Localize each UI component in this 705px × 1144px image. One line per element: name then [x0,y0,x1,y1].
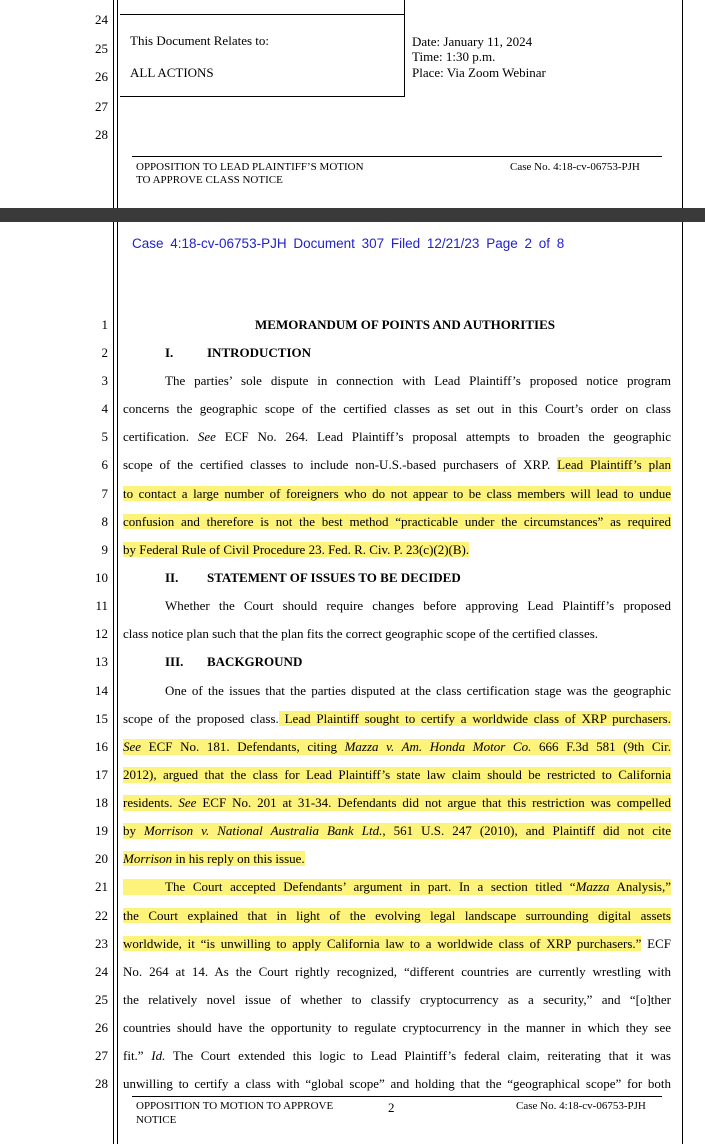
line-number: 25 [95,992,108,1007]
caption-relates-to: This Document Relates to: [130,33,270,48]
section-1-heading: INTRODUCTION [207,345,312,360]
body-line-20 [123,851,671,867]
footer-case-number: Case No. 4:18-cv-06753-PJH [516,1100,646,1112]
line-number: 27 [95,1048,108,1063]
line-number: 18 [95,795,108,810]
highlight: by Federal Rule of Civil Procedure 23. Fed. R. Civ. P. 23(c)(2)(B). [123,542,470,557]
caption-all-actions: ALL ACTIONS [130,65,214,80]
body-line-6: scope of the certified classes to include non-U.S.-based purchasers of XRP. Lead Plaintiff’s plan [123,457,671,472]
line-number: 28 [95,127,108,142]
body-line-18: residents. See ECF No. 201 at 31-34. Defendants did not argue that this restriction was compelled [123,795,671,810]
section-1-number: I. [165,345,174,360]
line-number: 24 [95,12,108,27]
line-number: 23 [95,936,108,951]
body-line-27: fit.” Id. The Court extended this logic to Lead Plaintiff’s federal claim, reiterating that it was [123,1048,671,1063]
line-number: 19 [95,823,108,838]
line-number: 7 [101,486,108,501]
document-page-2 [0,222,705,1144]
highlight: Lead Plaintiff sought to certify a worldwide class of XRP purchasers. [278,711,671,726]
case-citation: Mazza v. Am. Honda Motor Co. [344,739,532,754]
line-number: 25 [95,41,108,56]
case-citation: Morrison v. National Australia Bank Ltd. [144,823,383,838]
line-number: 12 [95,626,108,641]
body-line-9 [123,542,671,558]
section-3-number: III. [165,654,184,669]
body-line-4: concerns the geographic scope of the certified classes as set out in this Court’s order on class [123,401,671,416]
footer-rule [132,156,662,157]
line-number: 5 [101,429,108,444]
line-number: 20 [95,851,108,866]
ecf-header-stamp: Case 4:18-cv-06753-PJH Document 307 Filed 12/21/23 Page 2 of 8 [132,236,565,251]
line-number: 16 [95,739,108,754]
line-number: 21 [95,879,108,894]
body-line-5: certification. See ECF No. 264. Lead Plaintiff’s proposal attempts to broaden the geographic [123,429,671,444]
body-line-16: See ECF No. 181. Defendants, citing Mazza v. Am. Honda Motor Co. 666 F.3d 581 (9th Cir. [123,739,671,754]
body-line-19: by Morrison v. National Australia Bank Ltd., 561 U.S. 247 (2010), and Plaintiff did not cite [123,823,671,838]
left-margin-line [113,222,114,1144]
body-line-22 [123,908,671,924]
section-2-number: II. [165,570,179,585]
right-margin-line [682,0,683,208]
body-line-12: class notice plan such that the plan fits the correct geographic scope of the certified classes. [123,626,599,641]
body-line-8 [123,514,671,530]
footer-page-number: 2 [388,1100,395,1115]
body-line-21: The Court accepted Defendants’ argument in part. In a section titled “Mazza Analysis,” [123,879,671,895]
highlight: worldwide, it “is unwilling to apply California law to a worldwide class of XRP purchasers.” [123,936,642,951]
previous-page-fragment [0,0,705,208]
body-line-25: the relatively novel issue of whether to classify cryptocurrency as a security,” and “[o]ther [123,992,671,1007]
line-number: 3 [101,373,108,388]
body-line-17: 2012), argued that the class for Lead Plaintiff’s state law claim should be restricted to California [123,767,671,782]
highlight: the Court explained that in light of the evolving legal landscape surrounding digital assets [123,908,671,923]
caption-divider [120,14,404,15]
body-line-15: scope of the proposed class. Lead Plaintiff sought to certify a worldwide class of XRP purchasers. [123,711,671,726]
hearing-date: Date: January 11, 2024 [412,34,533,49]
left-margin-line-inner [117,0,118,208]
line-number: 28 [95,1076,108,1091]
body-line-24: No. 264 at 14. As the Court rightly recognized, “different countries are currently wrestling with [123,964,671,979]
body-line-3: The parties’ sole dispute in connection with Lead Plaintiff’s proposed notice program [165,373,671,388]
footer-rule [132,1096,662,1097]
line-number: 27 [95,99,108,114]
footer-case-number: Case No. 4:18-cv-06753-PJH [510,161,640,173]
footer-title-line1: OPPOSITION TO LEAD PLAINTIFF’S MOTION [136,161,364,173]
body-line-11: Whether the Court should require changes before approving Lead Plaintiff’s proposed [165,598,671,613]
highlight: Morrison in his reply on this issue. [123,851,305,866]
line-number: 4 [101,401,108,416]
line-number: 9 [101,542,108,557]
line-number: 10 [95,570,108,585]
hearing-time: Time: 1:30 p.m. [412,49,496,64]
footer-title-line2: NOTICE [136,1114,177,1126]
footer-title-line1: OPPOSITION TO MOTION TO APPROVE [136,1100,334,1112]
left-margin-line-inner [117,222,118,1144]
body-line-23: worldwide, it “is unwilling to apply California law to a worldwide class of XRP purchasers.” ECF [123,936,672,951]
body-line-14: One of the issues that the parties disputed at the class certification stage was the geographic [165,683,671,698]
line-number: 11 [95,598,108,613]
line-number: 24 [95,964,108,979]
line-number: 13 [95,654,108,669]
line-number: 26 [95,69,108,84]
body-line-7 [123,486,671,502]
line-number: 6 [101,457,108,472]
hearing-place: Place: Via Zoom Webinar [412,65,546,80]
line-number: 17 [95,767,108,782]
citation-signal: See [197,429,216,444]
body-line-26: countries should have the opportunity to regulate cryptocurrency in the manner in which they see [123,1020,671,1035]
page-separator [0,208,705,222]
memorandum-title: MEMORANDUM OF POINTS AND AUTHORITIES [255,317,555,332]
highlight: Lead Plaintiff’s plan [557,457,671,472]
highlight: to contact a large number of foreigners who do not appear to be class members will lead to undue [123,486,671,501]
section-3-heading: BACKGROUND [207,654,303,669]
line-number: 22 [95,908,108,923]
body-line-28: unwilling to certify a class with “global scope” and holding that the “geographical scope” for both [123,1076,671,1091]
section-2-heading: STATEMENT OF ISSUES TO BE DECIDED [207,570,461,585]
footer-title-line2: TO APPROVE CLASS NOTICE [136,174,283,186]
right-margin-line [682,222,683,1144]
line-number: 14 [95,683,108,698]
line-number: 8 [101,514,108,529]
line-number: 1 [101,317,108,332]
highlight: confusion and therefore is not the best method “practicable under the circumstances” as required [123,514,671,529]
left-margin-line [113,0,114,208]
line-number: 2 [101,345,108,360]
line-number: 15 [95,711,108,726]
line-number: 26 [95,1020,108,1035]
